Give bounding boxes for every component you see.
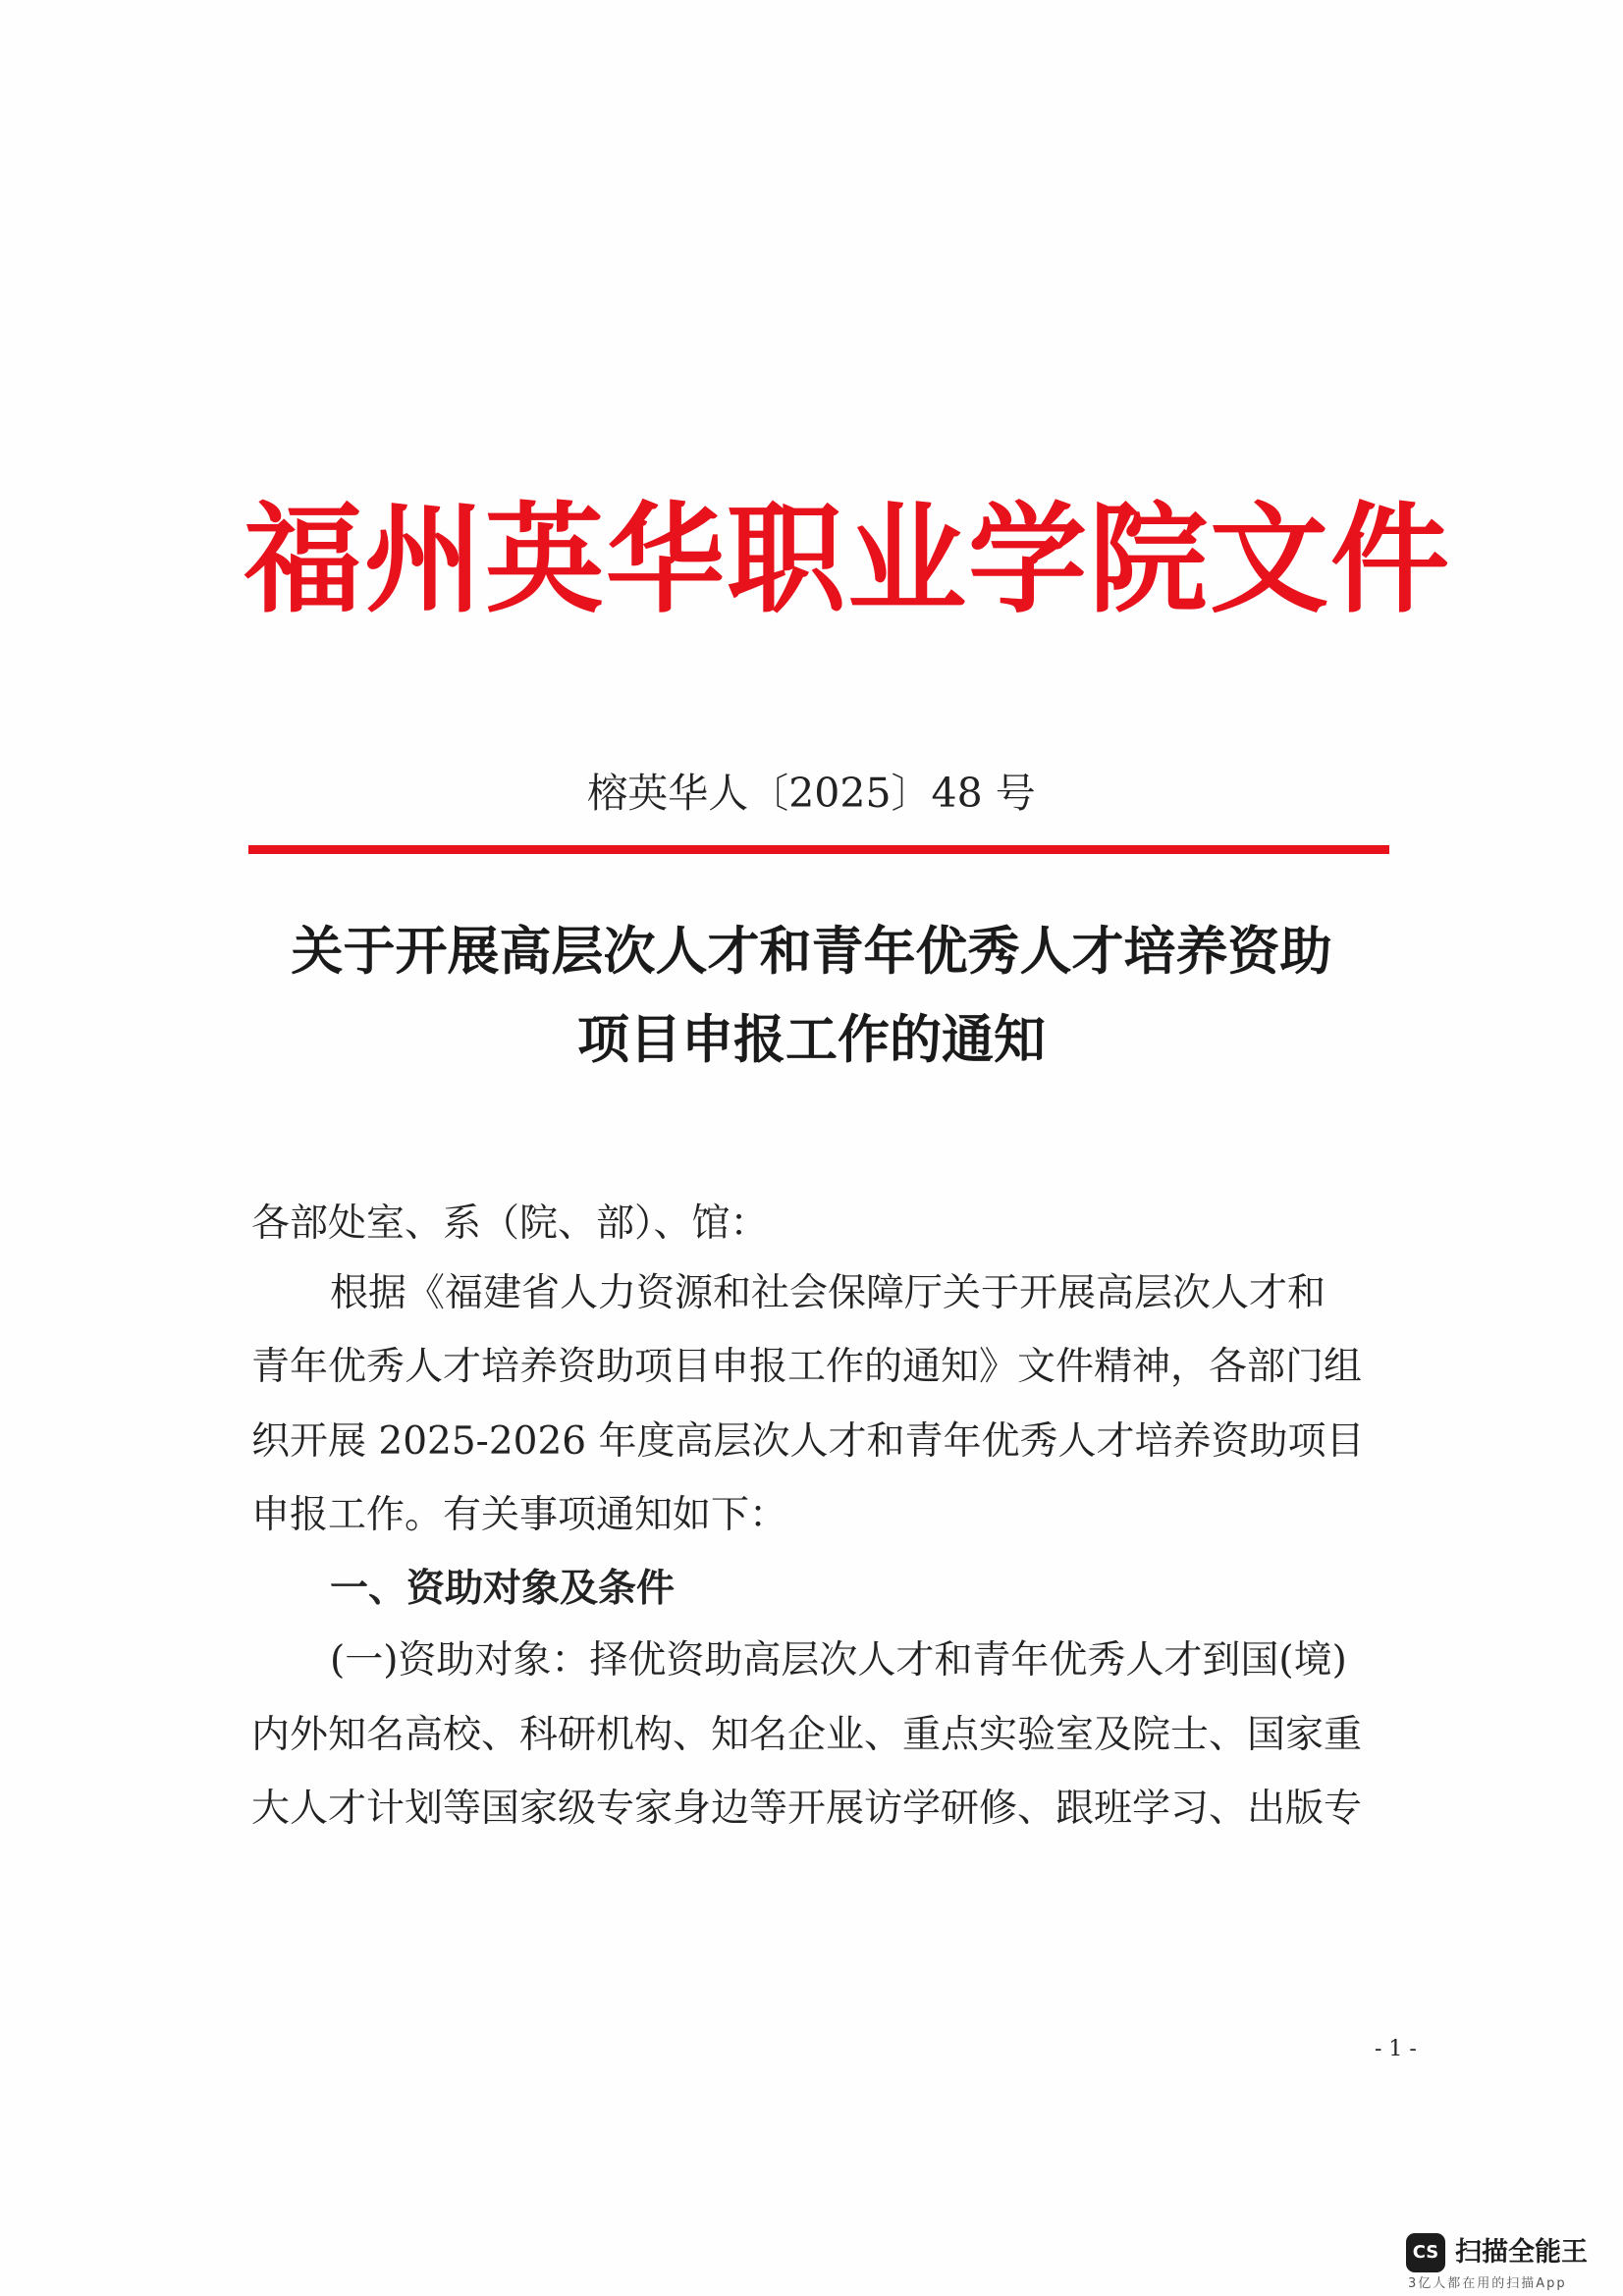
document-number: 榕英华人〔2025〕48 号 xyxy=(587,770,1036,817)
section-line: 内外知名高校、科研机构、知名企业、重点实验室及院士、国家重 xyxy=(251,1713,1363,1757)
scanner-watermark xyxy=(1406,2233,1617,2292)
document-title-line-2: 项目申报工作的通知 xyxy=(577,1010,1046,1070)
scanner-app-name: 扫描全能王 xyxy=(1455,2237,1588,2268)
body-line: 申报工作。有关事项通知如下： xyxy=(251,1493,788,1537)
body-line: 织开展 2025-2026 年度高层次人才和青年优秀人才培养资助项目 xyxy=(251,1419,1365,1464)
section-line: 大人才计划等国家级专家身边等开展访学研修、跟班学习、出版专 xyxy=(251,1787,1363,1831)
body-line: 青年优秀人才培养资助项目申报工作的通知》文件精神，各部门组 xyxy=(251,1345,1363,1389)
document-masthead: 福州英华职业学院文件 xyxy=(243,489,1452,629)
section-heading: 一、资助对象及条件 xyxy=(330,1567,676,1611)
camscanner-logo-icon: CS xyxy=(1406,2233,1445,2272)
body-line: 根据《福建省人力资源和社会保障厅关于开展高层次人才和 xyxy=(330,1271,1326,1315)
page-number: - 1 - xyxy=(1375,2037,1417,2061)
scanner-tagline: 3亿人都在用的扫描App xyxy=(1408,2276,1567,2291)
section-line: (一)资助对象：择优资助高层次人才和青年优秀人才到国(境) xyxy=(330,1638,1347,1682)
red-divider-line xyxy=(248,845,1389,854)
salutation: 各部处室、系（院、部）、馆： xyxy=(251,1201,769,1246)
document-title-line-1: 关于开展高层次人才和青年优秀人才培养资助 xyxy=(291,922,1332,982)
